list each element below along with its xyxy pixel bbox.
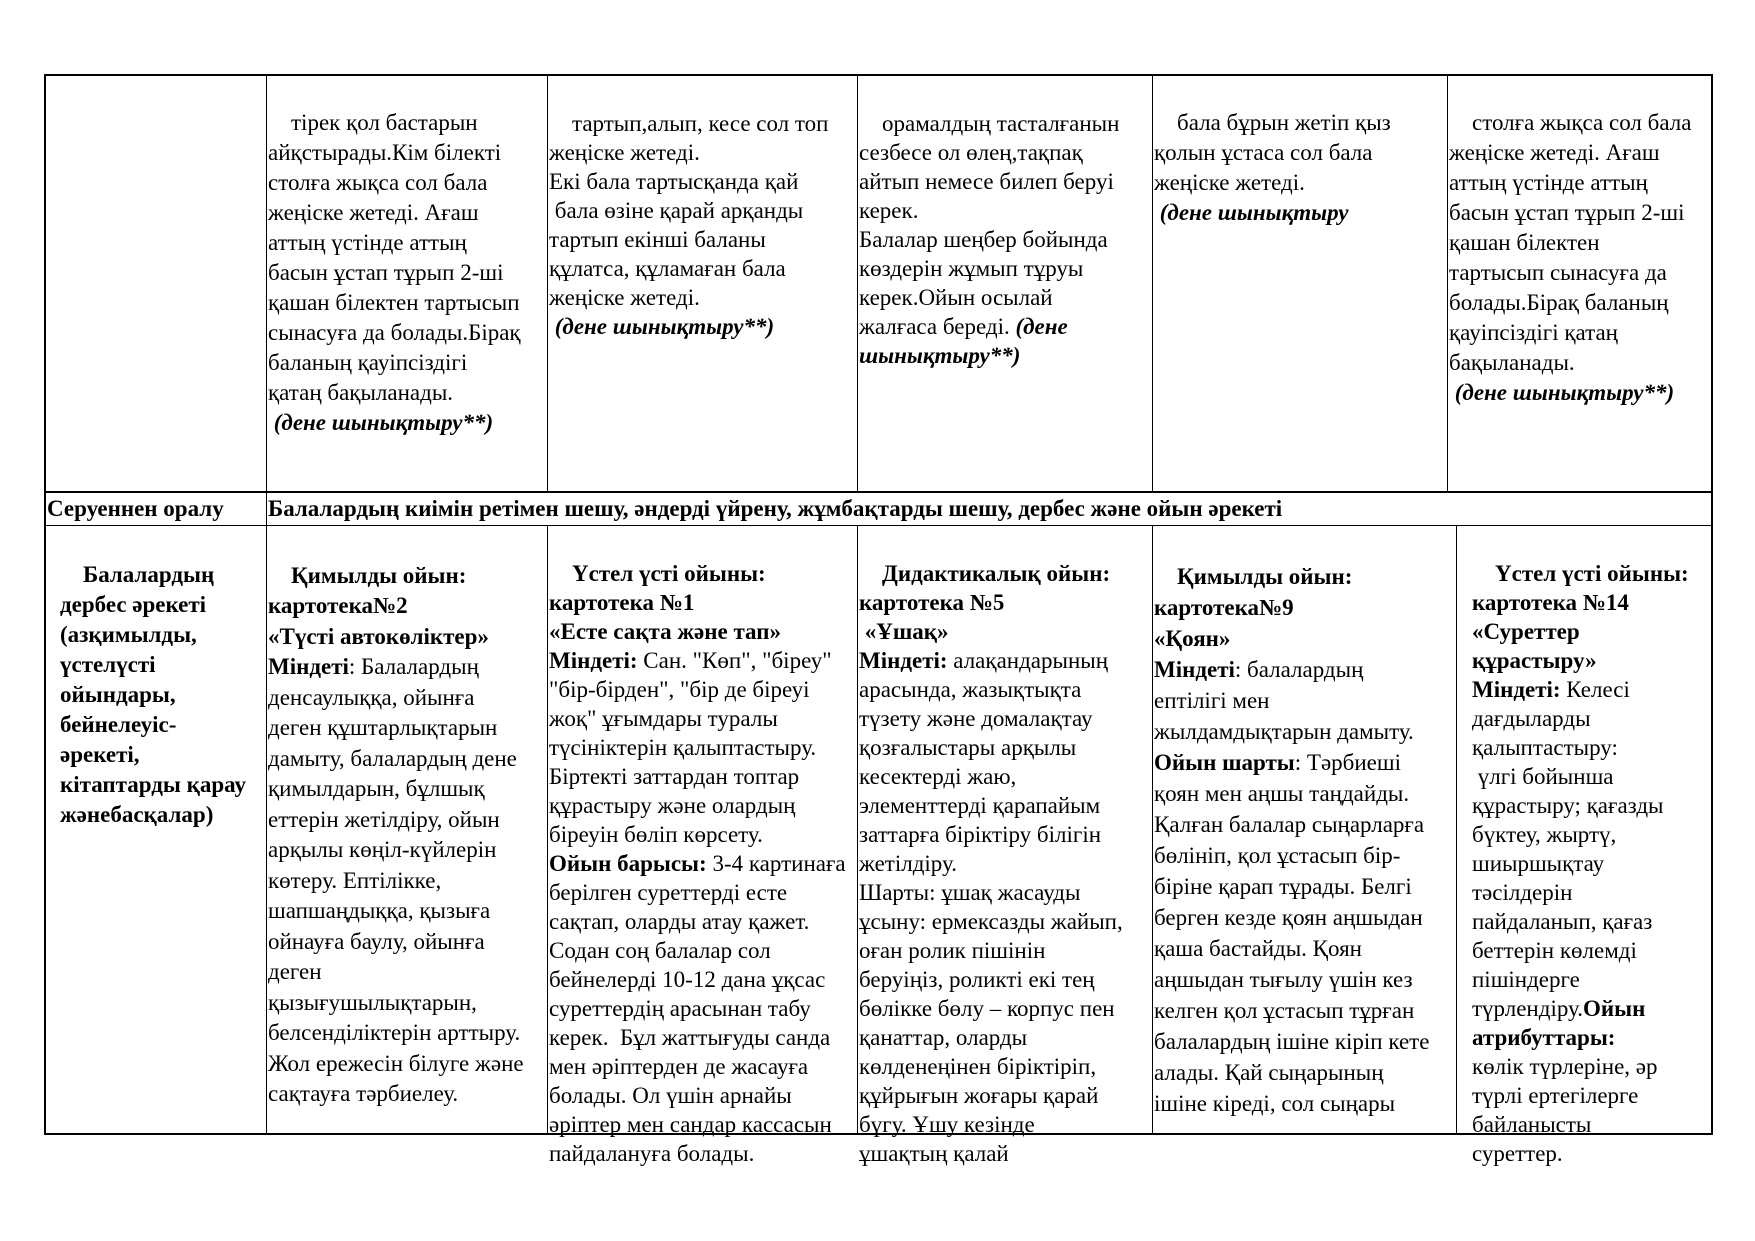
row1-col3-cell (859, 80, 1151, 490)
table-border-top (44, 74, 1713, 76)
row3-col1-title: Қимылды ойын: картотека№2 «Түсті автокөліктер» (268, 562, 489, 649)
row3-col2-cell (549, 530, 857, 1166)
col-divider-2-bottom (547, 525, 548, 1135)
row3-col3-title: Дидактикалық ойын: картотека №5 «Ұшақ» (859, 561, 1111, 644)
row3-col5-task: Келесі дағдыларды қалыптастыру: үлгі бойынша құрастыру; қағазды бүктеу, жыртү, шиыршықтау тәсілдерін пайдаланып, қағаз беттерін көлемді пішіндерге түрлендіру. (1472, 677, 1664, 1021)
row3-col2-play-label: Ойын барысы: (549, 851, 707, 876)
row1-col3-text: орамалдың тасталғанын сезбесе ол өлең,тақпақ айтып немесе билеп беруі керек. Балалар шеңбер бойында көздерін жұмып тұруы керек.Ойын осылай жалғаса береді. (859, 111, 1120, 339)
row3-col1-task-label: Міндеті (268, 654, 349, 679)
row3-col5-cell (1472, 530, 1710, 1166)
col-divider-2-top (547, 74, 548, 492)
row1-col5-text: столға жықса сол бала жеңіске жетеді. Ағаш аттың үстінде аттың басын ұстап тұрып 2-ші қашан білектен тартысып сынасуға да болады.Бірақ баланың қауіпсіздігі қатаң бақыланады. (1449, 110, 1692, 375)
row3-col5-task-label: Міндеті: (1472, 677, 1561, 702)
row1-col3-tag: (дене шынықтыру**) (859, 314, 1068, 368)
col-divider-3-bottom (857, 525, 858, 1135)
row3-col4-title: Қимылды ойын: картотека№9 «Қоян» (1154, 564, 1353, 651)
row3-col4-cond: : Тәрбиеші қоян мен аңшы таңдайды. Қалған балалар сыңарларға бөлініп, қол ұстасып бір- біріне қарап тұрады. Белгі берген кезде қоян аңшыдан қаша бастайды. Қоян аңшыдан тығылу үшін кез келген қол ұстасып тұрған балалардың ішіне кіріп кете алады. Қай сыңарының ішіне кіреді, сол сыңары (1154, 750, 1430, 1116)
row3-col2-task: Сан. "Көп", "біреу" "бір-бірден", "бір де біреуі жоқ" ұғымдары туралы түсініктерін қалыптастыру. Біртекті заттардан топтар құрастыру және олардың біреуін бөліп көрсету. (549, 648, 832, 847)
row1-col2-tag: (дене шынықтыру**) (554, 314, 775, 339)
row1-col1-tag: (дене шынықтыру**) (273, 410, 494, 435)
col-divider-3-top (857, 74, 858, 492)
col-divider-5-top (1447, 74, 1448, 492)
row3-col3-cell (859, 530, 1151, 1166)
row-divider-2 (44, 525, 1713, 526)
row1-col2-text: тартып,алып, кесе сол топ жеңіске жетеді. Екі бала тартысқанда қай бала өзіне қарай арқанды тартып екінші баланы құлатса, құламаған бала жеңіске жетеді. (549, 111, 829, 310)
table-border-left (44, 74, 46, 1135)
row3-col4-task: : балалардың ептілігі мен жылдамдықтарын дамыту. (1154, 657, 1414, 744)
row3-col3-task: алақандарының арасында, жазықтықта түзету және домалақтау қозғалыстары арқылы кесектерді жаю, элементтерді қарапайым заттарға біріктіру білігін жетілдіру. Шарты: ұшақ жасауды ұсыну: ермексазды жайып, оған ролик пішінін беруіңіз, роликті екі тең бөлікке бөлу – корпус пен қанаттар, оларды көлденеңінен біріктіріп, құйрығын жоғары қарай бүгу. Ұшу кезінде ұшақтың қалай (859, 648, 1123, 1166)
row-divider-1 (44, 491, 1713, 493)
row1-col2-cell (549, 80, 855, 490)
col-divider-5-bottom (1456, 525, 1457, 1135)
row3-col5-attr-label: Ойын атрибуттары: (1472, 996, 1646, 1050)
row3-col4-cond-label: Ойын шарты (1154, 750, 1295, 775)
row1-col4-cell (1154, 78, 1446, 490)
row1-col1-text: тірек қол бастарын айқстырады.Кім білекті столға жықса сол бала жеңіске жетеді. Ағаш аттың үстінде аттың басын ұстап тұрып 2-ші қашан білектен тартысып сынасуға да болады.Бірақ баланың қауіпсіздігі қатаң бақыланады. (268, 110, 521, 405)
row3-col5-attr: көлік түрлеріне, әр түрлі ертегілерге байланысты суреттер. (1472, 1054, 1658, 1166)
col-divider-4-top (1152, 74, 1153, 492)
row2-label-cell (47, 494, 265, 525)
row3-col4-cell (1154, 530, 1454, 1133)
row2-label: Серуеннен оралу (47, 496, 224, 521)
row3-col4-task-label: Міндеті (1154, 657, 1235, 682)
row2-content-cell (268, 494, 1708, 525)
row3-col2-task-label: Міндеті: (549, 648, 638, 673)
row3-col2-title: Үстел үсті ойыны: картотека №1 «Есте сақта және тап» (549, 561, 781, 644)
row3-col3-task-label: Міндеті: (859, 648, 948, 673)
row3-label-cell (60, 530, 266, 830)
col-divider-4-bottom (1152, 525, 1153, 1135)
row3-col1-cell (268, 530, 546, 1133)
row3-label: Балалардың дербес әрекеті (азқимылды, үстелүсті ойындары, бейнелеуіс- әрекеті, кітаптарды қарау жәнебасқалар) (60, 562, 246, 827)
row3-col5-title: Үстел үсті ойыны: картотека №14 «Суреттер құрастыру» (1472, 561, 1689, 673)
row3-col2-play: 3-4 картинаға берілген суреттерді есте сақтап, оларды атау қажет. Содан соң балалар сол бейнелерді 10-12 дана ұқсас суреттердің арасынан табу керек. Бұл жаттығуды санда мен әріптерден де жасауға болады. Ол үшін арнайы әріптер мен сандар кассасын пайдалануға болады. (549, 851, 846, 1166)
col-divider-1 (266, 74, 267, 1135)
row2-content: Балалардың киімін ретімен шешу, әндерді үйрену, жұмбақтарды шешу, дербес және ойын әрекеті (268, 496, 1283, 521)
table-border-right (1711, 74, 1713, 1135)
row1-col5-tag: (дене шынықтыру**) (1454, 380, 1675, 405)
row1-col1-cell (268, 78, 546, 490)
row3-col1-task: : Балалардың денсаулыққа, ойынға деген құштарлықтарын дамыту, балалардың дене қимылдарын, бұлшық еттерін жетілдіру, ойын арқылы көңіл-күйлерін көтеру. Ептілікке, шапшаңдыққа, қызыға ойнауға баулу, ойынға деген қызығушылықтарын, белсенділіктерін арттыру. Жол ережесін білуге және сақтауға тәрбиелеу. (268, 654, 524, 1106)
row1-col4-text: бала бұрын жетіп қыз қолын ұстаса сол бала жеңіске жетеді. (1154, 110, 1391, 195)
row1-col4-tag: (дене шынықтыру (1159, 200, 1349, 225)
row1-col5-cell (1449, 78, 1711, 490)
